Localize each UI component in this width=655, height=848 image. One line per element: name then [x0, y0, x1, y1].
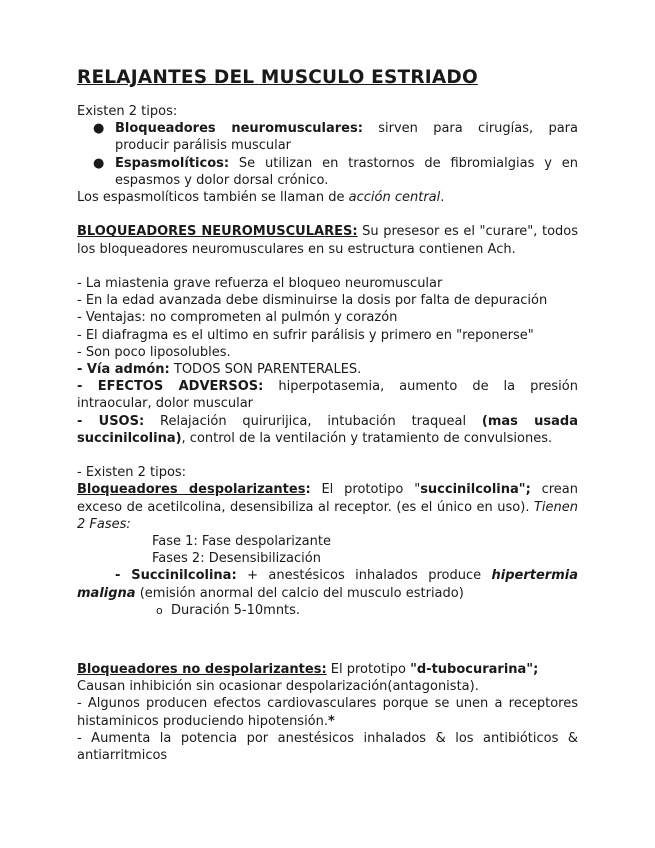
list-item: - El diafragma es el ultimo en sufrir parálisis y primero en "reponerse"	[77, 327, 534, 343]
list-item: ● Espasmolíticos: Se utilizan en trastornos de fibromialgias y en espasmos y dolor dorsal crónico.	[93, 155, 578, 188]
circle-bullet-icon: o	[156, 603, 163, 617]
document-page	[77, 66, 578, 764]
fase-2: Fases 2: Desensibilización	[152, 551, 321, 567]
succinilcolina-line: - Succinilcolina: + anestésicos inhalados produce hipertermia maligna (emisión anormal del calcio del musculo estriado)	[77, 568, 578, 601]
nodespol-line-3: - Aumenta la potencia por anestésicos inhalados & los antibióticos & antiarritmicos	[77, 730, 578, 764]
list-item: - Son poco liposolubles.	[77, 344, 231, 360]
nodespol-heading: Bloqueadores no despolarizantes:	[77, 662, 327, 678]
despol-heading: Bloqueadores despolarizantes	[77, 482, 306, 498]
bullet-icon: ●	[93, 121, 105, 137]
despol-intro: - Existen 2 tipos:	[77, 465, 187, 481]
list-item: ● Bloqueadores neuromusculares: sirven para cirugías, para producir parálisis muscular	[93, 121, 578, 154]
intro-text: Existen 2 tipos:	[77, 104, 178, 119]
via-line: - Vía admón: TODOS SON PARENTERALES.	[77, 362, 362, 378]
types-list	[77, 120, 578, 189]
usos-line: - USOS: Relajación quirurijica, intubación traqueal (mas usada succinilcolina), control de la ventilación y tratamiento de convulsiones.	[77, 413, 579, 446]
bn-heading: BLOQUEADORES NEUROMUSCULARES:	[77, 224, 358, 240]
bn-paragraph: BLOQUEADORES NEUROMUSCULARES: Su presesor es el "curare", todos los bloqueadores neuromusculares en su estructura contienen Ach.	[77, 224, 578, 257]
document-title: RELAJANTES DEL MUSCULO ESTRIADO	[77, 67, 478, 88]
list-item: - Ventajas: no comprometen al pulmón y corazón	[77, 310, 398, 326]
duracion-item: o Duración 5-10mnts.	[156, 602, 301, 618]
nodespol-line-2: - Algunos producen efectos cardiovasculares porque se unen a receptores histaminicos produciendo hipotensión.*	[77, 696, 578, 729]
nodespol-paragraph: Bloqueadores no despolarizantes: El prototipo "d-tubocurarina";	[77, 662, 539, 678]
despol-paragraph: Bloqueadores despolarizantes: El prototipo "succinilcolina"; crean exceso de acetilcolina, desensibiliza al receptor. (es el único en uso). Tienen 2 Fases:	[77, 482, 579, 532]
list-item: - En la edad avanzada debe disminuirse la dosis por falta de depuración	[77, 293, 548, 309]
list-item: - La miastenia grave refuerza el bloqueo neuromuscular	[77, 276, 443, 291]
fase-1: Fase 1: Fase despolarizante	[152, 534, 331, 550]
efectos-line: - EFECTOS ADVERSOS: hiperpotasemia, aumento de la presión intraocular, dolor muscular	[77, 379, 578, 412]
nodespol-line-1: Causan inhibición sin ocasionar despolarización(antagonista).	[77, 679, 479, 695]
bullet-icon: ●	[93, 155, 105, 171]
espasmo-note: Los espasmolíticos también se llaman de acción central.	[77, 190, 445, 206]
